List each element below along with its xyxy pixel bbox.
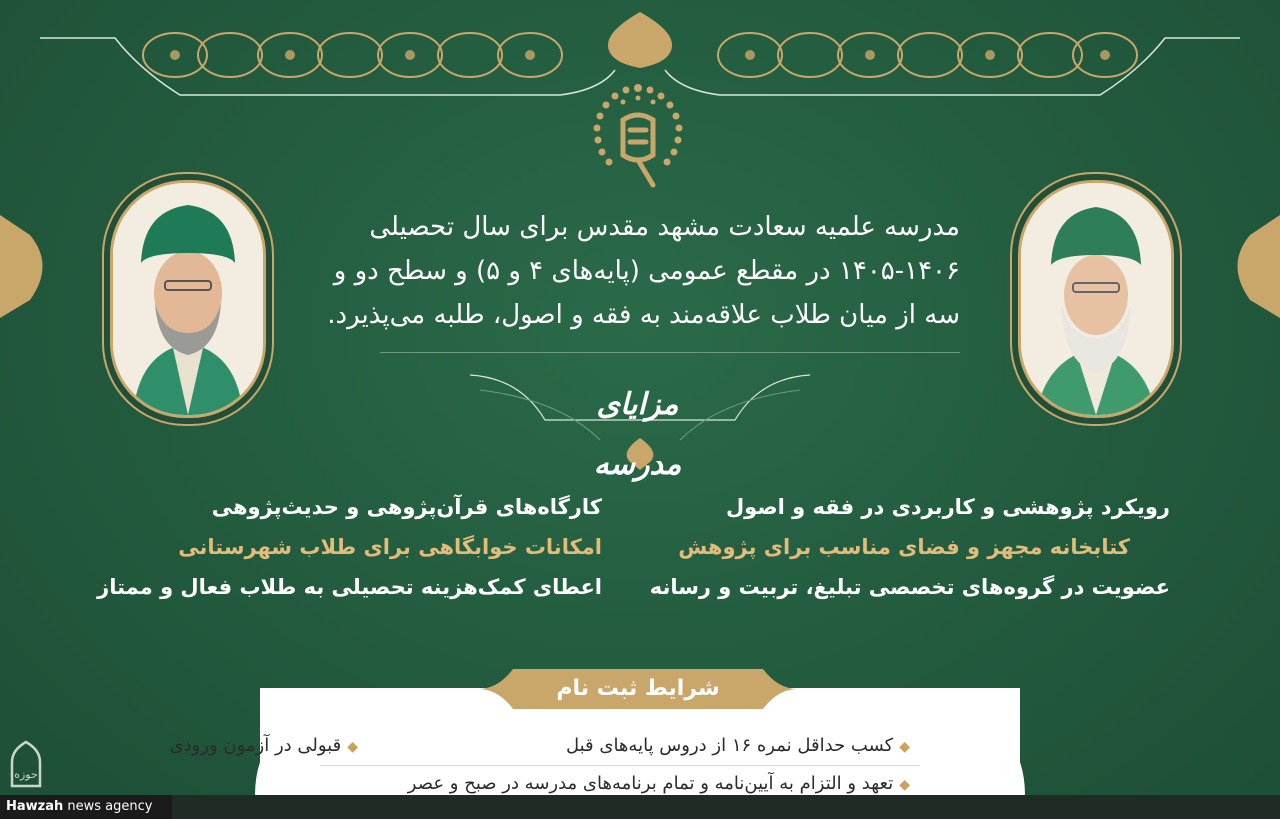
intro-line-2: ۱۴۰۵-۱۴۰۶ در مقطع عمومی (پایه‌های ۴ و ۵) و سطح دو و: [333, 256, 960, 286]
benefit-right-1: رویکرد پژوهشی و کاربردی در فقه و اصول: [725, 495, 1170, 519]
benefit-right-3: عضویت در گروه‌های تخصصی تبلیغ، تربیت و رسانه: [649, 575, 1170, 599]
condition-3-text: تعهد و التزام به آیین‌نامه و تمام برنامه‌های مدرسه در صبح و عصر: [407, 773, 894, 794]
bullet-icon: ◆: [347, 739, 358, 755]
benefit-left-3: اعطای کمک‌هزینه تحصیلی به طلاب فعال و ممتاز: [97, 575, 602, 599]
benefit-left-2: امکانات خوابگاهی برای طلاب شهرستانی: [178, 535, 602, 559]
condition-1-text: کسب حداقل نمره ۱۶ از دروس پایه‌های قبل: [565, 735, 894, 756]
condition-2-text: قبولی در آزمون ورودی: [169, 735, 342, 756]
hawzah-logo-text: حوزه: [14, 768, 38, 781]
conditions-divider: [320, 765, 920, 766]
intro-line-3: سه از میان طلاب علاقه‌مند به فقه و اصول، طلبه می‌پذیرد.: [327, 300, 960, 330]
hawzah-logo-icon: [5, 740, 47, 790]
benefits-title: مزایای مدرسه: [593, 387, 682, 482]
benefit-right-2: کتابخانه مجهز و فضای مناسب برای پژوهش: [678, 535, 1130, 559]
bullet-icon: ◆: [899, 739, 910, 755]
condition-3: [408, 773, 910, 794]
benefit-left-1: کارگاه‌های قرآن‌پژوهی و حدیث‌پژوهی: [211, 495, 602, 519]
condition-1: [566, 735, 910, 756]
news-agency-badge: [0, 795, 172, 819]
registration-title: شرایط ثبت نام: [556, 676, 720, 701]
badge-brand: Hawzah: [6, 799, 64, 814]
bottom-strip: [172, 795, 1280, 819]
badge-suffix: news agency: [63, 799, 153, 814]
condition-2: [169, 735, 358, 756]
intro-line-1: مدرسه علمیه سعادت مشهد مقدس برای سال تحصیلی: [369, 212, 960, 242]
bullet-icon: ◆: [899, 777, 910, 793]
